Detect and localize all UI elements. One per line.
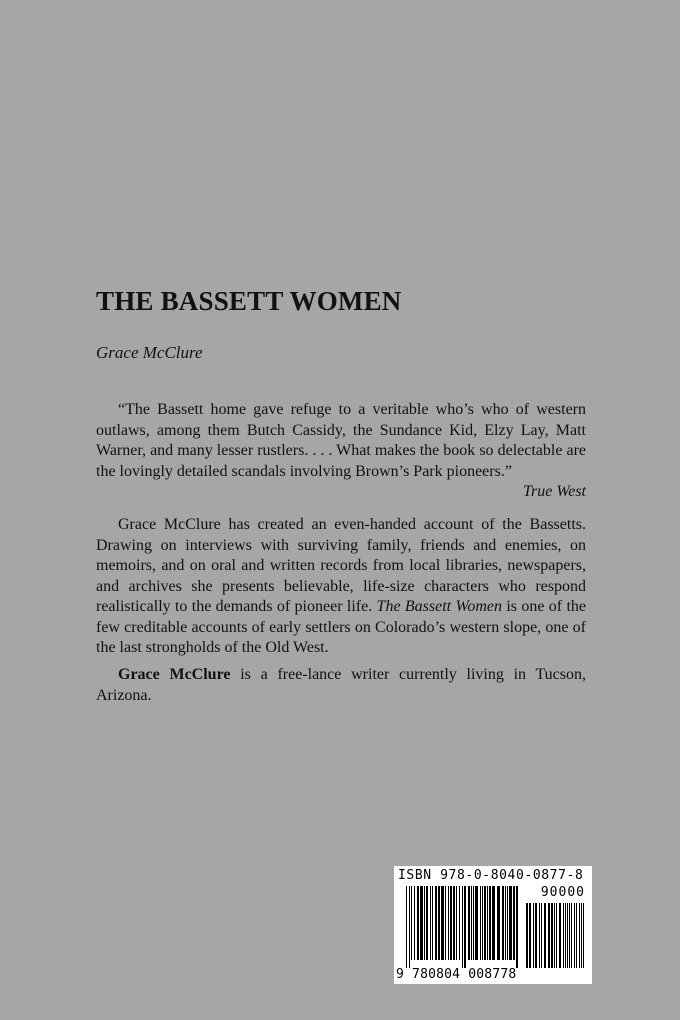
price-code: 90000 [540, 885, 585, 900]
author-bio-text [96, 665, 586, 706]
barcode-bar [468, 886, 470, 960]
barcode-bar [471, 886, 472, 960]
barcode-bar [579, 903, 580, 968]
book-description-text [96, 515, 586, 659]
book-title: THE BASSETT WOMEN [96, 286, 402, 316]
barcode-bar [502, 886, 504, 960]
barcode-bar [551, 903, 553, 968]
barcode-bar [456, 886, 457, 960]
barcode-bar [448, 886, 449, 960]
barcode-bar [430, 886, 431, 960]
barcode-bar [432, 886, 433, 960]
barcode-bar [583, 903, 584, 968]
isbn-barcode [394, 866, 592, 984]
ean-digits: 9 780804 008778 [396, 967, 517, 982]
barcode-bar [414, 886, 415, 960]
barcode-bar [424, 886, 425, 960]
barcode-bar [574, 903, 575, 968]
barcode-bar [475, 886, 478, 960]
barcode-bar [487, 886, 488, 960]
barcode-bar [489, 886, 491, 960]
barcode-bar [426, 886, 428, 960]
barcode-bar [462, 886, 463, 968]
barcode-bar [526, 903, 528, 968]
barcode-bar [492, 886, 495, 960]
barcode-bar [529, 903, 531, 968]
barcode-bar [453, 886, 455, 960]
barcode-bar [507, 886, 508, 960]
book-description [96, 515, 586, 659]
barcode-bar [565, 903, 566, 968]
barcode-bar [417, 886, 419, 960]
barcode-bar [576, 903, 577, 968]
barcode-bar [441, 886, 444, 960]
barcode-bar [513, 886, 515, 960]
review-quote-source: True West [523, 483, 586, 500]
barcode-bar [563, 903, 564, 968]
author-bio [96, 665, 586, 706]
barcode-bar [438, 886, 440, 960]
barcode-bar [509, 886, 512, 960]
review-quote [96, 400, 586, 503]
barcode-bar [535, 903, 537, 968]
barcode-bar [497, 886, 500, 960]
book-author: Grace McClure [96, 343, 203, 362]
barcode-bar [505, 886, 506, 960]
barcode-bar [581, 903, 582, 968]
author-bio-name: Grace McClure [118, 666, 231, 683]
barcode-bar [480, 886, 481, 960]
barcode-bar [556, 903, 557, 968]
barcode-bar [420, 886, 423, 960]
barcode-bar [406, 886, 407, 968]
barcode-bar [567, 903, 568, 968]
barcode-bar [539, 903, 540, 968]
isbn-label: ISBN 978-0-8040-0877-8 [398, 868, 584, 883]
barcode-bar [541, 903, 542, 968]
barcode-bar [459, 886, 460, 960]
barcode-bar [445, 886, 446, 960]
barcode-bar [409, 886, 410, 968]
barcode-bar [484, 886, 486, 960]
author-bio-description: is a free-lance writer currently living in Tucson, Arizona. [96, 666, 587, 704]
review-quote-text: “The Bassett home gave refuge to a veritable who’s who of western outlaws, among them Butch Cassidy, the Sundance Kid, Elzy Lay, Matt Warner, and many lesser rustlers. . . . What makes the book so delectable are the lovingly detailed scandals involving Brown’s Park pioneers.” [96, 401, 586, 480]
barcode-bar [482, 886, 483, 960]
description-part-2: is one of the few creditable accounts of early settlers on Colorado’s western slope, one of the last strongholds of the Old West. [96, 598, 587, 656]
barcode-bar [554, 903, 555, 968]
barcode-bar [473, 886, 474, 960]
barcode-bar [450, 886, 452, 960]
barcode-bar [544, 903, 546, 968]
barcode-bar [569, 903, 570, 968]
barcode-bar [516, 886, 518, 968]
barcode-bar [571, 903, 572, 968]
barcode-bar [559, 903, 561, 968]
barcode-bar [548, 903, 550, 968]
barcode-bar [464, 886, 466, 968]
barcode-bar [411, 886, 412, 960]
barcode-bar [533, 903, 534, 968]
description-book-title: The Bassett Women [376, 598, 502, 615]
barcode-bar [435, 886, 437, 960]
description-part-1: Grace McClure has created an even-handed account of the Bassetts. Drawing on interviews with surviving family, friends and enemies, on memoirs, and on oral and written records from local libraries, newspapers, and archives she presents believable, life-size characters who respond realistically to the demands of pioneer life. [96, 516, 586, 615]
